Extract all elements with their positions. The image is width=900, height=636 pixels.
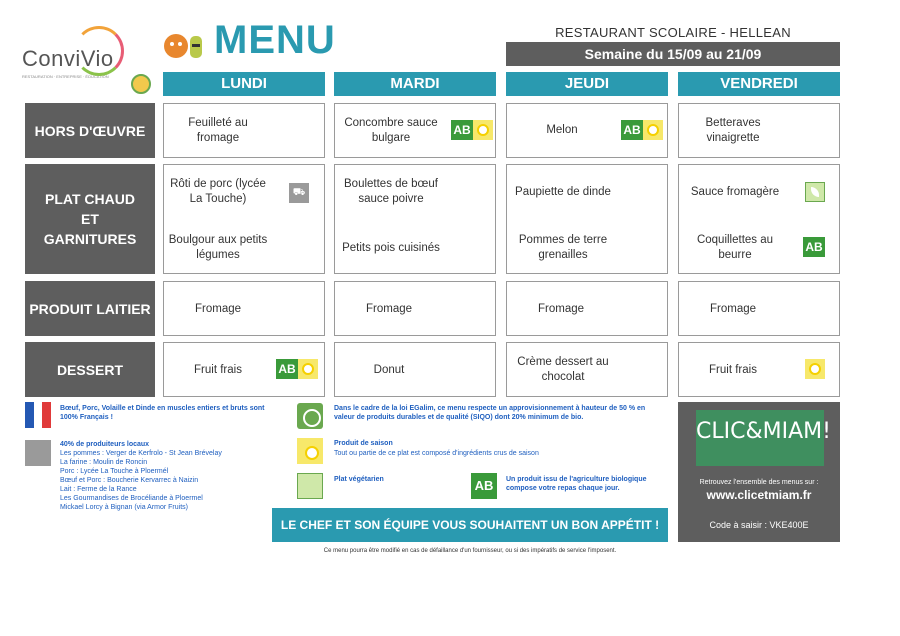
legend-local-title: 40% de produiteurs locaux	[60, 441, 150, 448]
clic-url-link[interactable]: www.clicetmiam.fr	[706, 488, 812, 502]
egalim-check-icon	[297, 403, 323, 429]
menu-cell	[163, 164, 325, 274]
row-header-produit-laitier: PRODUIT LAITIER	[25, 281, 155, 336]
vegetarian-leaf-icon	[805, 182, 825, 202]
day-header-jeudi: JEUDI	[506, 72, 668, 96]
legend-france: Bœuf, Porc, Volaille et Dinde en muscles entiers et bruts sont 100% Français !	[60, 405, 265, 421]
label-badge-icon	[131, 74, 151, 94]
day-header-lundi: LUNDI	[163, 72, 325, 96]
french-flag-icon	[25, 402, 51, 428]
convivio-logo	[22, 34, 132, 94]
row-header-dessert: DESSERT	[25, 342, 155, 397]
local-producer: Porc : Lycée La Touche à Ploermél	[60, 468, 169, 475]
menu-cell	[163, 103, 325, 158]
legend-saison-title: Produit de saison	[334, 440, 393, 447]
dish-name: Fromage	[709, 303, 757, 315]
dish-name: Fromage	[194, 303, 242, 315]
seasonal-sun-icon	[805, 359, 825, 379]
menu-cell	[334, 103, 496, 158]
menu-cell	[334, 281, 496, 336]
legend-vegetarian: Plat végétarien	[334, 476, 384, 483]
clic-code: Code à saisir : VKE400E	[709, 520, 809, 530]
menu-cell	[163, 281, 325, 336]
menu-title: MENU	[214, 18, 336, 62]
bon-appetit-banner: LE CHEF ET SON ÉQUIPE VOUS SOUHAITENT UN BON APPÉTIT !	[272, 508, 668, 542]
week-range: Semaine du 15/09 au 21/09	[506, 42, 840, 66]
dish-name: Betteraves vinaigrette	[705, 117, 761, 144]
organic-ab-icon: AB	[621, 120, 643, 140]
local-producer: Mickael Lorcy à Bignan (via Armor Fruits)	[60, 504, 188, 511]
local-producer: Les Gourmandises de Brocéliande à Ploermel	[60, 495, 203, 502]
dish-name: Melon	[546, 124, 578, 136]
menu-cell	[334, 342, 496, 397]
tractor-local-icon	[25, 440, 51, 466]
logo-ring-icon	[74, 26, 124, 76]
menu-cell	[678, 342, 840, 397]
dish-name: Fromage	[365, 303, 413, 315]
dish-name: Fruit frais	[709, 364, 757, 376]
menu-cell	[163, 342, 325, 397]
dish-name: Pommes de terre grenailles	[518, 234, 608, 261]
dish-name: Coquillettes au beurre	[696, 234, 774, 261]
organic-ab-icon: AB	[451, 120, 473, 140]
dish-name: Paupiette de dinde	[515, 186, 611, 198]
dish-name: Fromage	[537, 303, 585, 315]
menu-cell	[678, 103, 840, 158]
tractor-local-icon: ⛟	[289, 183, 309, 203]
clic-intro: Retrouvez l'ensemble des menus sur :	[699, 479, 819, 486]
restaurant-name: RESTAURANT SCOLAIRE - HELLEAN	[555, 25, 791, 40]
dish-name: Feuilleté au fromage	[188, 117, 248, 144]
organic-ab-icon: AB	[276, 359, 298, 379]
local-producer: La farine : Moulin de Roncin	[60, 459, 148, 466]
dish-name: Boulgour aux petits légumes	[168, 234, 268, 261]
menu-cell	[334, 164, 496, 274]
legend-bio: Un produit issu de l'agriculture biologique compose votre repas chaque jour.	[506, 476, 647, 492]
disclaimer: Ce menu pourra être modifié en cas de défaillance d'un fournisseur, ou si des impératifs de service l'imposent.	[323, 548, 617, 554]
dish-name: Boulettes de bœuf sauce poivre	[344, 178, 438, 205]
seasonal-sun-icon	[643, 120, 663, 140]
menu-cell	[506, 281, 668, 336]
seasonal-sun-icon	[297, 438, 323, 464]
legend-saison-text: Tout ou partie de ce plat est composé d'ingrédients crus de saison	[334, 450, 539, 457]
day-header-vendredi: VENDREDI	[678, 72, 840, 96]
dish-name: Crème dessert au chocolat	[517, 356, 609, 383]
clic-miam-logo[interactable]: CLIC&MIAM!	[696, 410, 824, 466]
dish-name: Sauce fromagère	[690, 186, 780, 198]
seasonal-sun-icon	[298, 359, 318, 379]
organic-ab-icon: AB	[803, 237, 825, 257]
dish-name: Rôti de porc (lycée La Touche)	[170, 178, 266, 205]
menu-cell	[506, 164, 668, 274]
dish-name: Fruit frais	[194, 364, 242, 376]
organic-ab-icon: AB	[471, 473, 497, 499]
dish-name: Petits pois cuisinés	[342, 242, 440, 254]
local-producer: Les pommes : Verger de Kerfrolo - St Jean Brévelay	[60, 450, 222, 457]
row-header-hors-doeuvre: HORS D'ŒUVRE	[25, 103, 155, 158]
menu-cell	[678, 281, 840, 336]
menu-cell	[678, 164, 840, 274]
seasonal-sun-icon	[473, 120, 493, 140]
vegetarian-leaf-icon	[297, 473, 323, 499]
logo-name: ConviVio	[22, 46, 114, 71]
legend-local-list	[60, 449, 270, 512]
local-producer: Lait : Ferme de la Rance	[60, 486, 137, 493]
day-header-mardi: MARDI	[334, 72, 496, 96]
legend-egalim: Dans le cadre de la loi EGalim, ce menu respecte un approvisionnement à hauteur de 50 % en valeur de produits durables et de qualité (SIQO) dont 20% minimum de bio.	[334, 405, 646, 421]
logo-tagline: RESTAURATION · ENTREPRISE · ÉDUCATION	[22, 74, 109, 79]
dish-name: Concombre sauce bulgare	[344, 117, 438, 144]
menu-cell	[506, 103, 668, 158]
menu-cell	[506, 342, 668, 397]
dish-name: Donut	[373, 364, 405, 376]
local-producer: Bœuf et Porc : Boucherie Kervarrec à Naizin	[60, 477, 199, 484]
row-header-plat-chaud: PLAT CHAUD ET GARNITURES	[25, 164, 155, 274]
